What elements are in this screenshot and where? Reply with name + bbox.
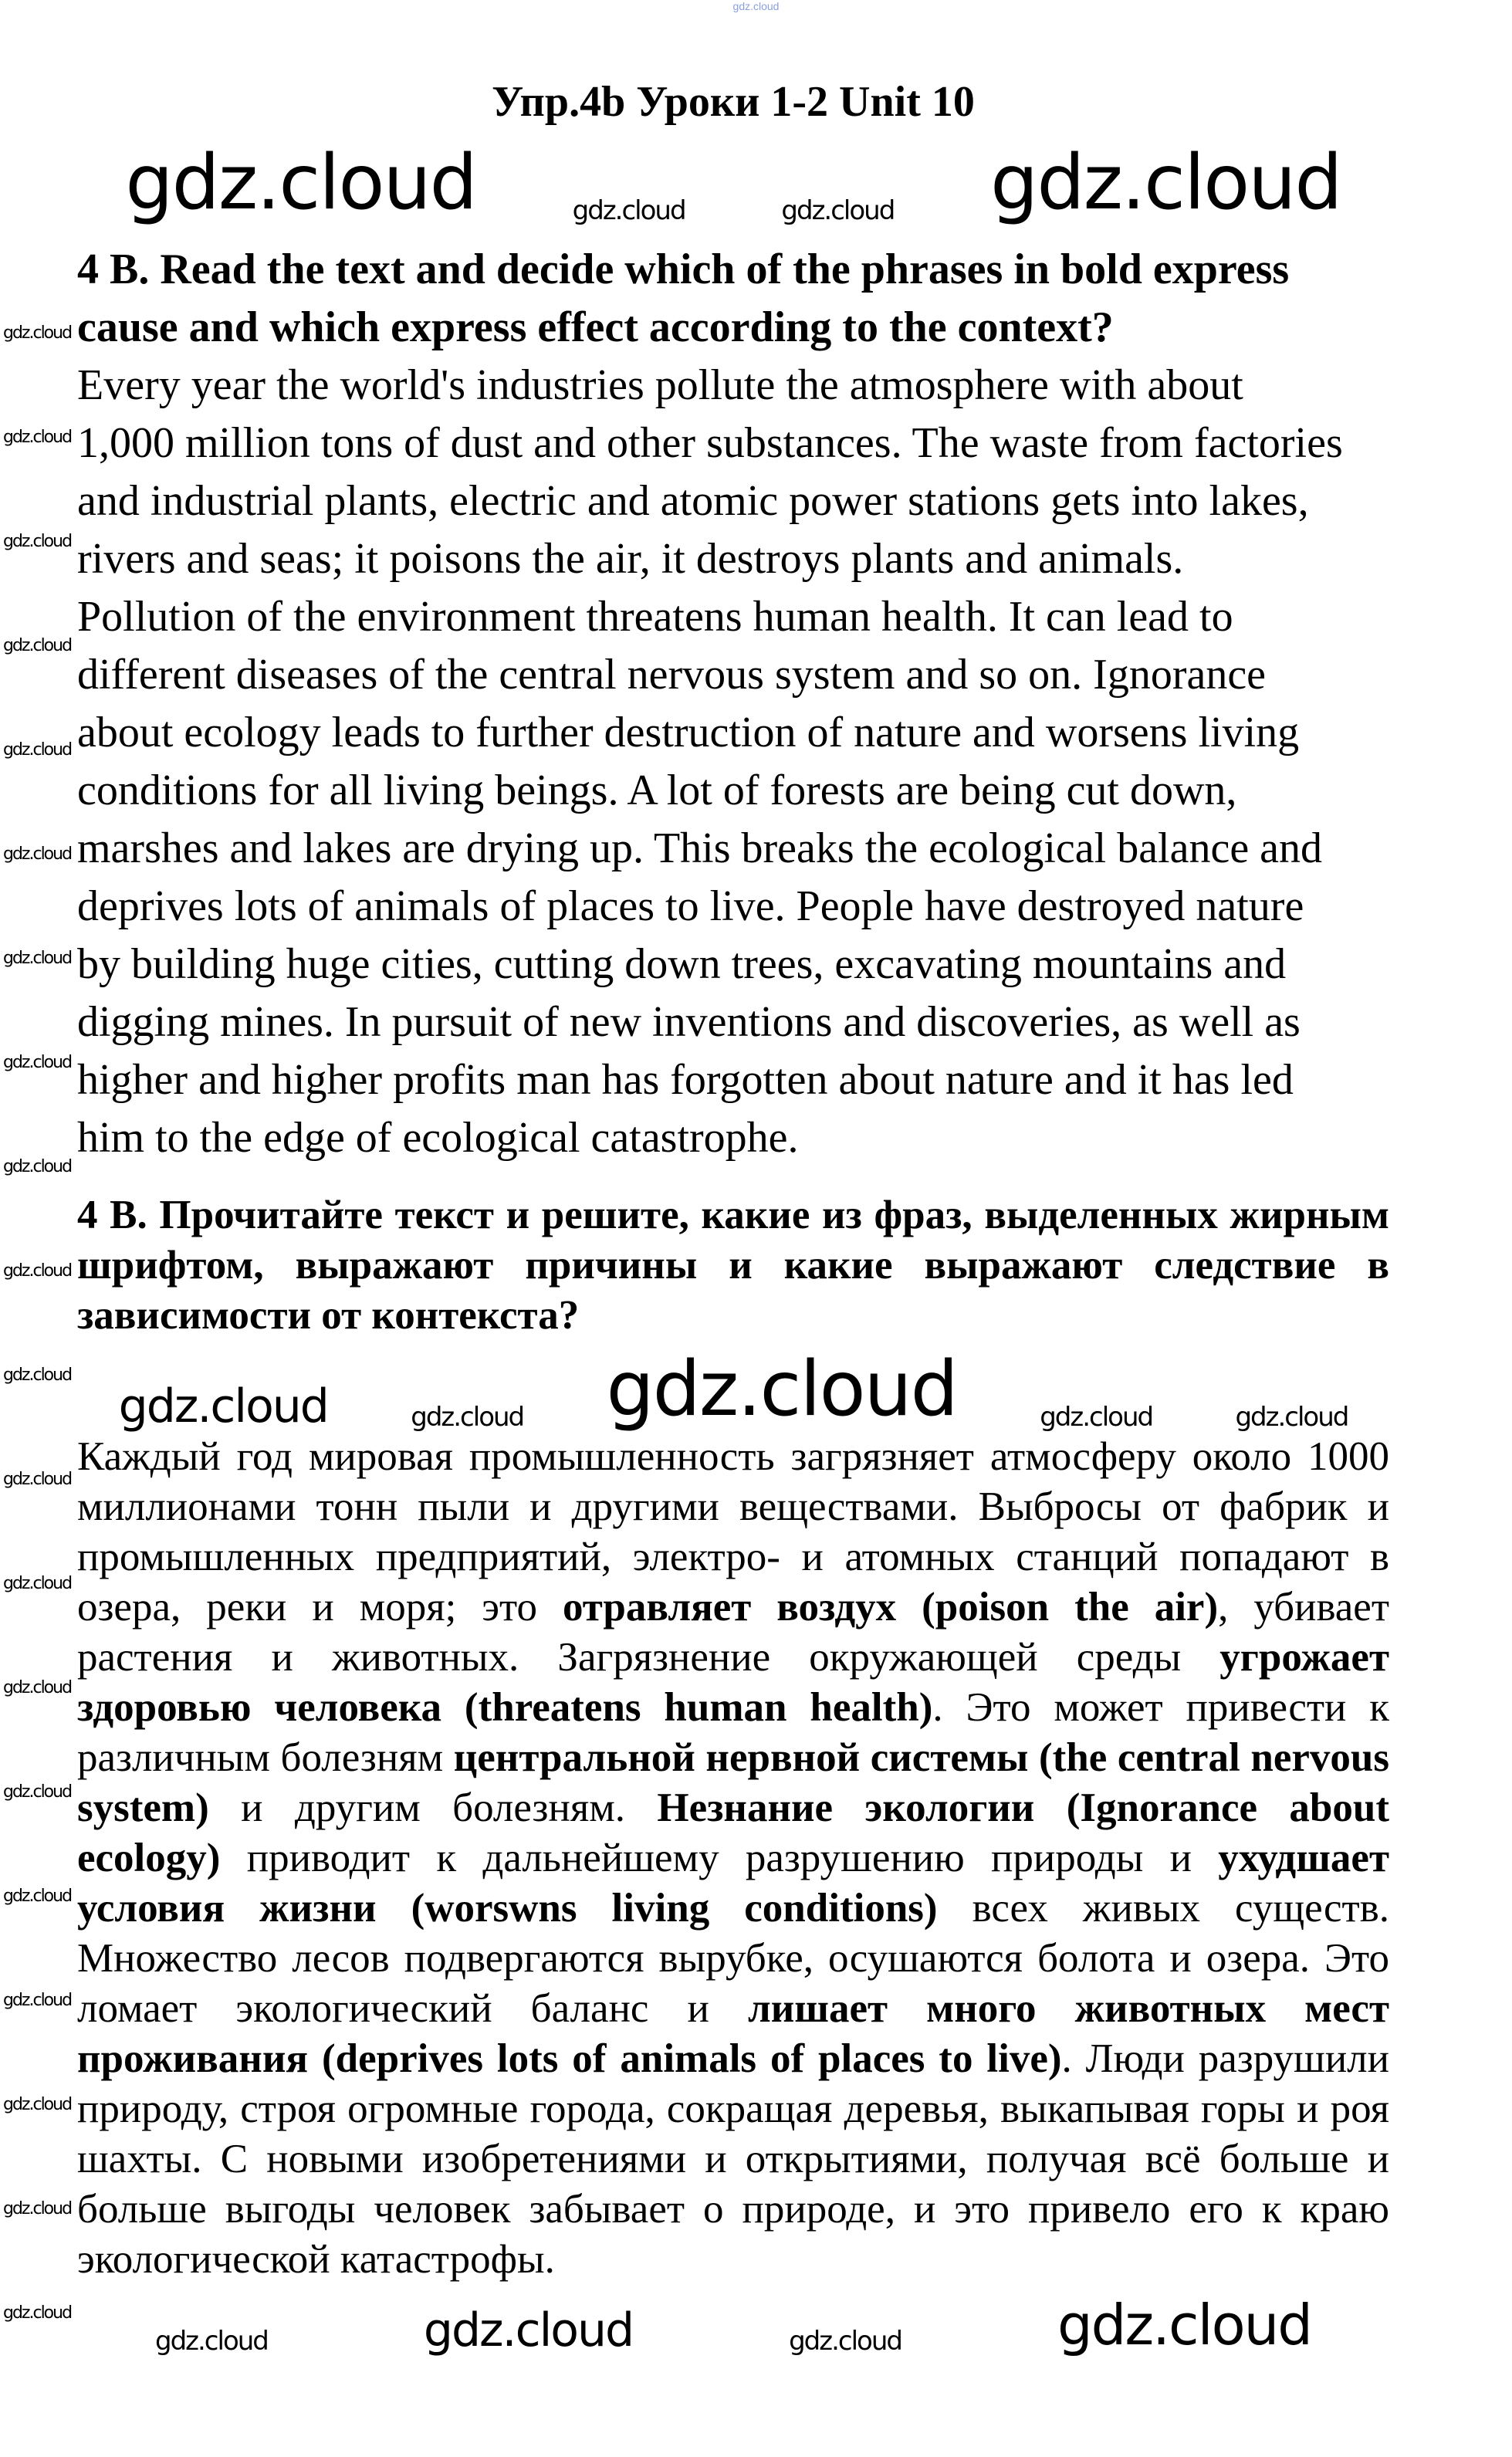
watermark-top: gdz.cloud (732, 0, 780, 12)
watermark: gdz.cloud (3, 1261, 72, 1281)
english-text-line: higher and higher profits man has forgotten about nature and it has led (77, 1056, 1294, 1104)
text-segment: приводит к дальнейшему разрушению природы и (220, 1836, 1219, 1880)
watermark: gdz.cloud (3, 2303, 72, 2323)
watermark: gdz.cloud (3, 1053, 72, 1072)
watermark: gdz.cloud (1040, 1401, 1153, 1433)
english-text-line: Every year the world's industries pollute the atmosphere with about (77, 361, 1243, 409)
english-text-line: conditions for all living beings. A lot of forests are being cut down, (77, 767, 1237, 814)
english-text-line: about ecology leads to further destruction of nature and worsens living (77, 709, 1300, 756)
bold-phrase: лишает много животных мест проживания (deprives lots of animals of places to live) (77, 1986, 1389, 2081)
text-segment: и другим болезням. (208, 1785, 658, 1830)
watermark-row (77, 2291, 1389, 2356)
watermark: gdz.cloud (118, 1379, 328, 1433)
english-text-line: 1,000 million tons of dust and other substances. The waste from factories (77, 419, 1343, 467)
watermark: gdz.cloud (3, 949, 72, 968)
watermark: gdz.cloud (781, 195, 895, 226)
watermark: gdz.cloud (3, 1782, 72, 1802)
watermark: gdz.cloud (789, 2325, 901, 2357)
bold-phrase: Незнание экологии (Ignorance about ecology) (77, 1785, 1389, 1880)
english-section (77, 241, 1389, 1167)
english-text-line: marshes and lakes are drying up. This breaks the ecological balance and (77, 824, 1323, 872)
watermark: gdz.cloud (423, 2303, 634, 2357)
text-segment: всех живых существ. Множество лесов подвергаются вырубке, осушаются болота и озера. Это ломает экологический баланс и (77, 1886, 1389, 2031)
text-segment: Каждый год мировая промышленность загрязняет атмосферу около 1000 миллионами тонн пыли и другими веществами. Выбросы от фабрик и промышленных предприятий, электро- и атомных станций попадают в озера, реки и моря; это (77, 1434, 1389, 1630)
english-text-line: rivers and seas; it poisons the air, it destroys plants and animals. (77, 535, 1184, 583)
watermark: gdz.cloud (606, 1345, 957, 1434)
english-text-line: Pollution of the environment threatens human health. It can lead to (77, 593, 1233, 641)
watermark: gdz.cloud (3, 1678, 72, 1697)
watermark: gdz.cloud (3, 428, 72, 447)
text-segment: , убивает растения и животных. Загрязнение окружающей среды (77, 1585, 1389, 1680)
bold-phrase: отравляет воздух (poison the air) (562, 1585, 1219, 1630)
english-text-line: him to the edge of ecological catastrophe. (77, 1114, 799, 1162)
watermark: gdz.cloud (572, 195, 685, 226)
watermark: gdz.cloud (125, 139, 476, 228)
watermark: gdz.cloud (3, 1574, 72, 1593)
russian-text (77, 1432, 1389, 2285)
english-text-line: different diseases of the central nervous system and so on. Ignorance (77, 651, 1267, 699)
english-text (77, 357, 1389, 1167)
text-segment: . Это может привести к различным болезням (77, 1685, 1389, 1780)
english-text-line: by building huge cities, cutting down trees, excavating mountains and (77, 940, 1287, 988)
russian-section (77, 1190, 1389, 2356)
watermark: gdz.cloud (3, 1157, 72, 1176)
english-heading-line: 4 B. Read the text and decide which of the phrases in bold express (77, 245, 1290, 293)
watermark: gdz.cloud (3, 740, 72, 760)
watermark: gdz.cloud (3, 323, 72, 343)
page-content (77, 77, 1389, 2356)
watermark: gdz.cloud (1235, 1401, 1348, 1433)
watermark: gdz.cloud (3, 1470, 72, 1489)
watermark-row (77, 139, 1389, 228)
watermark: gdz.cloud (3, 2095, 72, 2114)
watermark: gdz.cloud (3, 1366, 72, 1385)
english-text-line: deprives lots of animals of places to live. People have destroyed nature (77, 882, 1304, 930)
watermark: gdz.cloud (3, 1991, 72, 2010)
watermark: gdz.cloud (3, 636, 72, 655)
watermark: gdz.cloud (3, 844, 72, 864)
bold-phrase: ухудшает условия жизни (worswns living conditions) (77, 1836, 1389, 1931)
watermark: gdz.cloud (3, 2199, 72, 2218)
watermark: gdz.cloud (1057, 2292, 1311, 2357)
bold-phrase: угрожает здоровью человека (threatens human health) (77, 1635, 1389, 1730)
watermark: gdz.cloud (3, 532, 72, 551)
page-title: Упр.4b Уроки 1-2 Unit 10 (492, 78, 975, 126)
watermark: gdz.cloud (154, 2325, 268, 2357)
english-text-line: and industrial plants, electric and atomic power stations gets into lakes, (77, 477, 1309, 525)
watermark: gdz.cloud (3, 1887, 72, 1906)
watermark: gdz.cloud (411, 1401, 524, 1433)
english-heading-line: cause and which express effect according to the context? (77, 303, 1114, 351)
watermark: gdz.cloud (990, 139, 1341, 228)
bold-phrase: центральной нервной системы (the central nervous system) (77, 1735, 1390, 1830)
text-segment: . Люди разрушили природу, строя огромные города, сокращая деревья, выкапывая горы и роя шахты. С новыми изобретениями и открытиями, получая всё больше и больше выгоды человек забывает о природе, и это привело его к краю экологической катастрофы. (77, 2036, 1389, 2282)
russian-heading: 4 В. Прочитайте текст и решите, какие из фраз, выделенных жирным шрифтом, выражают причины и какие выражают следствие в зависимости от контекста? (77, 1193, 1389, 1338)
watermark-row (77, 1345, 1389, 1432)
english-text-line: digging mines. In pursuit of new inventions and discoveries, as well as (77, 998, 1301, 1046)
